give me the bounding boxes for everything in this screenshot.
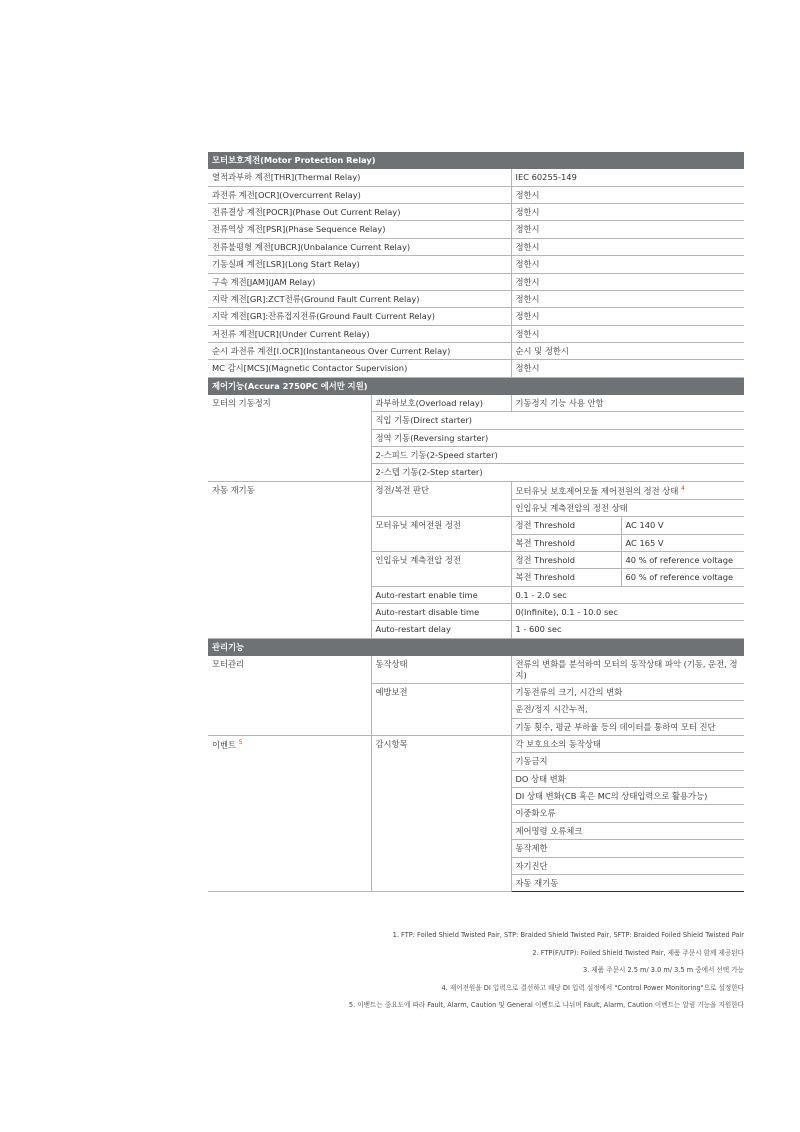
footnote: 5. 이벤트는 중요도에 따라 Fault, Alarm, Caution 및 General 이벤트로 나뉘며 Fault, Alarm, Caution 이벤트는 알림 기능을 지원한다 [348,1001,744,1010]
cell: 기동전류의 크기, 시간의 변화 [511,683,744,700]
table-row [208,290,744,307]
protection-name: 열적과부하 계전[THR](Thermal Relay) [208,169,511,186]
row-label: 자동 재기동 [208,481,371,638]
footnote-ref: 4 [680,484,685,492]
cell: 정역 기동(Reversing starter) [371,429,744,446]
cell: AC 165 V [621,534,744,551]
cell: 기동정지 기능 사용 안함 [511,395,744,412]
cell: 직입 기동(Direct starter) [371,412,744,429]
table-row [208,360,744,377]
protection-rows [208,169,744,377]
cell: 모터유닛 제어전원 정전 [371,517,511,552]
section-title: 관리기능 [208,638,744,655]
table-row [208,308,744,325]
cell: 1 - 600 sec [511,621,744,638]
table-row [208,342,744,359]
section-header-protection [208,152,744,169]
cell: 인입유닛 계측전압의 정전 상태 [511,499,744,516]
row-label: 모터의 기동정지 [208,395,371,482]
table-row [208,169,744,186]
protection-value: 정한시 [511,256,744,273]
cell: 과부하보호(Overload relay) [371,395,511,412]
table-row [208,186,744,203]
section-header-management [208,638,744,655]
cell: 정전 Threshold [511,552,621,569]
protection-name: 전류결상 계전[POCR](Phase Out Current Relay) [208,204,511,221]
cell: 0(Infinite), 0.1 - 10.0 sec [511,604,744,621]
footnote: 4. 제어전원을 DI 입력으로 결선하고 해당 DI 입력 설정에서 "Control Power Monitoring"으로 설정한다 [441,983,744,992]
row-label: 모터관리 [208,656,371,736]
protection-name: MC 감시[MCS](Magnetic Contactor Supervision) [208,360,511,377]
protection-value: 정한시 [511,325,744,342]
protection-name: 과전류 계전[OCR](Overcurrent Relay) [208,186,511,203]
event-item: DI 상태 변화(CB 혹은 MC의 상태입력으로 활용가능) [511,788,744,805]
event-rows [208,735,744,891]
protection-name: 순시 과전류 계전[I.OCR](Instantaneous Over Current Relay) [208,342,511,359]
protection-value: 정한시 [511,186,744,203]
cell-text: 모터유닛 보호제어모듈 제어전원의 정전 상태 [515,485,679,496]
protection-value: 정한시 [511,290,744,307]
cell: 예방보전 [371,683,511,735]
cell: 정전 Threshold [511,517,621,534]
cell: 복전 Threshold [511,569,621,586]
table-row [208,256,744,273]
event-item: 자동 재기동 [511,874,744,891]
table-row [208,325,744,342]
table-row [208,735,744,752]
cell [511,481,744,499]
cell: 0.1 - 2.0 sec [511,586,744,603]
cell: 기동 횟수, 평균 부하율 등의 데이터를 통하여 모터 진단 [511,718,744,735]
protection-value: 정한시 [511,221,744,238]
protection-value: 정한시 [511,360,744,377]
protection-name: 저전류 계전[UCR](Under Current Relay) [208,325,511,342]
footnote: 2. FTP(F/UTP): Foiled Shield Twisted Pair, 제품 주문시 함께 제공된다 [532,948,744,957]
cell: 인입유닛 계측전압 정전 [371,552,511,587]
cell: Auto-restart disable time [371,604,511,621]
protection-value: 정한시 [511,204,744,221]
row-label [208,735,371,891]
table-row [208,273,744,290]
cell: Auto-restart delay [371,621,511,638]
event-item: 기동금지 [511,753,744,770]
protection-value: 정한시 [511,273,744,290]
cell: 복전 Threshold [511,534,621,551]
cell: 전류의 변화를 분석하여 모터의 동작상태 파악 (기동, 운전, 정지) [511,656,744,684]
table-row [208,221,744,238]
cell: 60 % of reference voltage [621,569,744,586]
table-row [208,204,744,221]
event-item: 제어명령 오류체크 [511,822,744,839]
footnote-ref: 5 [238,738,243,746]
footnote: 3. 제품 주문시 2.5 m/ 3.0 m/ 3.5 m 중에서 선택 가능 [583,966,744,975]
cell: 정전/복전 판단 [371,481,511,516]
cell: 동작상태 [371,656,511,684]
cell-text: 이벤트 [212,739,237,750]
cell: 40 % of reference voltage [621,552,744,569]
protection-name: 지락 계전[GR]:잔류접지전류(Ground Fault Current Relay) [208,308,511,325]
footnotes [208,927,744,1015]
protection-value: IEC 60255-149 [511,169,744,186]
protection-value: 순시 및 정한시 [511,342,744,359]
protection-name: 구속 계전[JAM](JAM Relay) [208,273,511,290]
event-item: 이중화오류 [511,805,744,822]
section-title: 제어기능(Accura 2750PC 에서만 지원) [208,377,744,394]
protection-name: 지락 계전[GR]:ZCT전류(Ground Fault Current Relay) [208,290,511,307]
cell: 2-스피드 기동(2-Speed starter) [371,447,744,464]
cell: 운전/정지 시간누적, [511,701,744,718]
event-item: 동작제한 [511,840,744,857]
event-item: DO 상태 변화 [511,770,744,787]
protection-value: 정한시 [511,238,744,255]
cell: 2-스텝 기동(2-Step starter) [371,464,744,481]
cell: AC 140 V [621,517,744,534]
section-header-control [208,377,744,394]
table-row [208,238,744,255]
protection-value: 정한시 [511,308,744,325]
cell: Auto-restart enable time [371,586,511,603]
table-row [208,656,744,684]
table-row [208,395,744,412]
protection-name: 기동실패 계전[LSR](Long Start Relay) [208,256,511,273]
protection-name: 전류불평형 계전[UBCR](Unbalance Current Relay) [208,238,511,255]
footnote: 1. FTP: Foiled Shield Twisted Pair, STP: Braided Shield Twisted Pair, SFTP: Braided Foiled Shield Twisted Pair [392,931,744,939]
spec-table [208,152,744,892]
event-item: 자기진단 [511,857,744,874]
table-row [208,481,744,499]
event-item: 각 보호요소의 동작상태 [511,735,744,752]
protection-name: 전류역상 계전[PSR](Phase Sequence Relay) [208,221,511,238]
section-title: 모터보호계전(Motor Protection Relay) [208,152,744,169]
cell: 감시항목 [371,735,511,891]
